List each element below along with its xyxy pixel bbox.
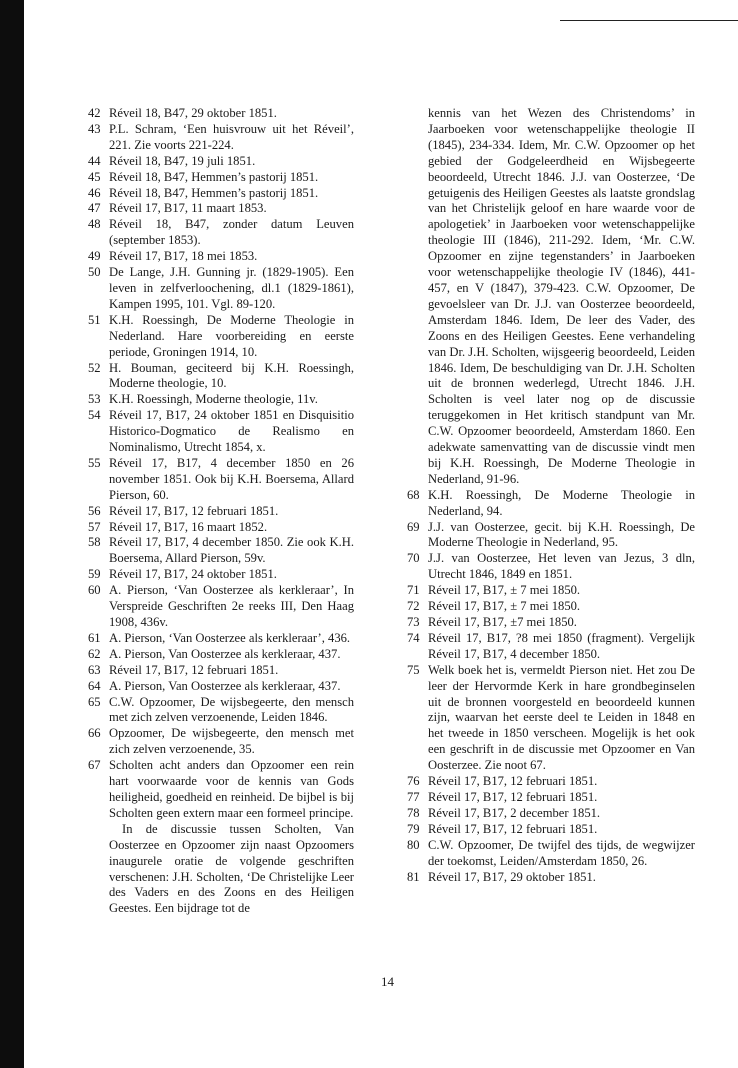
footnote-number: 81 xyxy=(407,869,420,884)
footnote-text: Réveil 18, B47, Hemmen’s pastorij 1851. xyxy=(109,185,319,200)
footnote-number: 48 xyxy=(88,217,101,232)
footnote-69 xyxy=(407,520,695,552)
footnote-62 xyxy=(88,647,354,663)
footnote-number: 57 xyxy=(88,519,101,534)
footnote-53 xyxy=(88,392,354,408)
footnote-number: 43 xyxy=(88,121,101,136)
footnote-number: 50 xyxy=(88,265,101,280)
footnote-number: 53 xyxy=(88,392,101,407)
footnote-number: 47 xyxy=(88,201,101,216)
footnote-44 xyxy=(88,154,354,170)
footnote-text: Réveil 17, B17, 12 februari 1851. xyxy=(428,774,598,789)
footnote-number: 59 xyxy=(88,567,101,582)
footnote-number: 52 xyxy=(88,360,101,375)
footnote-56 xyxy=(88,504,354,520)
footnote-48 xyxy=(88,217,354,249)
footnote-text: A. Pierson, ‘Van Oosterzee als kerkleraar’, In Verspreide Geschriften 2e reeks III, Den Haag 1908, 436v. xyxy=(109,583,354,629)
footnote-text: Opzoomer, De wijsbegeerte, den mensch met zich zelven verzoenende, 35. xyxy=(109,726,354,757)
footnote-number: 69 xyxy=(407,519,420,534)
footnote-number: 46 xyxy=(88,185,101,200)
footnote-text: K.H. Roessingh, Moderne theologie, 11v. xyxy=(109,392,318,407)
footnote-58 xyxy=(88,535,354,567)
footnote-76 xyxy=(407,774,695,790)
note-67-continuation-right: kennis van het Wezen des Christendoms’ in Jaarboeken voor wetenschappelijke theologie II (1845), 234-334. Idem, Mr. C.W. Opzoomer op het gebied der Godgeleerdheid en Wijsbegeerte beoordeeld, Utrecht 1846. J.J. van Oosterzee, ‘De getuigenis des Heiligen Geestes als laatste grondslag van het Christelijk geloof en hare waarde voor de apologetiek’ in Jaarboeken voor wetenschappelijke theologie III (1846), 211-292. Idem, ‘Mr. C.W. Opzoomer en zijne tegenstanders’ in Jaarboeken voor wetenschappelijke theologie IV (1846), 441-457, en V (1847), 379-423. C.W. Opzoomer, De gevoelsleer van Dr. J.J. van Oosterzee beoordeeld, Amsterdam 1846. Idem, De leer des Vader, des Zoons en des Heiligen Geestes. Eene verhandeling van Dr. J.H. Scholten, wijsgeerig beoordeeld, Leiden 1846. Idem, De beschuldiging van Dr. J.H. Scholten uit de bronnen wederlegd, Utrecht 1846. J.H. Scholten is veel later nog op de discussie teruggekomen in Het kritisch standpunt van Mr. C.W. Opzoomer beoordeeld, Amsterdam 1860. Een adekwate samenvatting van de discussie vindt men bij K.H. Roessingh, De Moderne Theologie in Nederland, 91-96. xyxy=(428,106,695,486)
footnote-text: J.J. van Oosterzee, gecit. bij K.H. Roessingh, De Moderne Theologie in Nederland, 95. xyxy=(428,519,695,550)
footnote-number: 49 xyxy=(88,249,101,264)
footnote-text: Réveil 17, B17, 29 oktober 1851. xyxy=(428,869,596,884)
footnote-text: J.J. van Oosterzee, Het leven van Jezus, 3 dln, Utrecht 1846, 1849 en 1851. xyxy=(428,551,695,582)
footnote-number: 71 xyxy=(407,583,420,598)
footnote-78 xyxy=(407,806,695,822)
footnote-text: A. Pierson, ‘Van Oosterzee als kerkleraar’, 436. xyxy=(109,630,351,645)
footnote-number: 79 xyxy=(407,821,420,836)
footnote-text: Réveil 17, B17, 16 maart 1852. xyxy=(109,519,268,534)
footnote-number: 44 xyxy=(88,153,101,168)
scan-binding-edge xyxy=(0,0,24,1068)
footnote-74 xyxy=(407,631,695,663)
footnote-text: Réveil 17, B17, ?8 mei 1850 (fragment). Vergelijk Réveil 17, B17, 4 december 1850. xyxy=(428,630,695,661)
footnote-52 xyxy=(88,361,354,393)
footnote-text: Welk boek het is, vermeldt Pierson niet. Het zou De leer der Hervormde Kerk in hare grondbeginselen uit de bronnen voorgesteld en beoordeeld kunnen zijn, waarvan het eerste deel te Leiden in 1848 en het tweede in 1850 verscheen. Mogelijk is het ook een geschrift in de discussie met Opzoomer en Van Oosterzee. Zie noot 67. xyxy=(428,662,695,773)
footnote-number: 65 xyxy=(88,694,101,709)
footnote-text: Réveil 17, B17, 2 december 1851. xyxy=(428,805,601,820)
footnote-text: K.H. Roessingh, De Moderne Theologie in Nederland, 94. xyxy=(428,487,695,518)
footnote-text: Réveil 18, B47, zonder datum Leuven (september 1853). xyxy=(109,217,354,248)
footnote-text: Réveil 17, B17, 11 maart 1853. xyxy=(109,201,267,216)
footnote-number: 51 xyxy=(88,312,101,327)
footnote-text: C.W. Opzoomer, De wijsbegeerte, den mensch met zich zelven verzoenende, Leiden 1846. xyxy=(109,694,354,725)
footnote-43 xyxy=(88,122,354,154)
footnote-45 xyxy=(88,170,354,186)
footnote-51 xyxy=(88,313,354,361)
footnote-number: 61 xyxy=(88,630,101,645)
footnote-text: Réveil 17, B17, 12 februari 1851. xyxy=(109,662,279,677)
footnote-47 xyxy=(88,201,354,217)
footnote-text: Réveil 17, B17, 4 december 1850. Zie ook K.H. Boersema, Allard Pierson, 59v. xyxy=(109,535,354,566)
left-column xyxy=(88,106,354,917)
footnote-text: H. Bouman, geciteerd bij K.H. Roessingh, Moderne theologie, 10. xyxy=(109,360,354,391)
footnote-number: 80 xyxy=(407,837,420,852)
footnote-57 xyxy=(88,520,354,536)
footnote-text: K.H. Roessingh, De Moderne Theologie in Nederland. Hare voorbereiding en eerste periode, Groningen 1914, 10. xyxy=(109,312,354,359)
footnote-text: Scholten acht anders dan Opzoomer een rein hart voorwaarde voor de kennis van Gods heiligheid, goedheid en reinheid. De bijbel is bij Scholten geen extern maar een formeel principe. xyxy=(109,758,354,820)
footnote-text: Réveil 17, B17, 12 februari 1851. xyxy=(428,789,598,804)
footnote-67 xyxy=(88,758,354,822)
right-notes-list xyxy=(407,488,695,886)
footnote-number: 74 xyxy=(407,630,420,645)
page-number: 14 xyxy=(381,974,394,989)
footnote-text: Réveil 17, B17, 24 oktober 1851. xyxy=(109,567,277,582)
footnote-number: 42 xyxy=(88,106,101,120)
footnote-number: 56 xyxy=(88,503,101,518)
footnote-number: 66 xyxy=(88,726,101,741)
footnote-79 xyxy=(407,822,695,838)
footnote-61 xyxy=(88,631,354,647)
footnote-number: 45 xyxy=(88,169,101,184)
footnote-68 xyxy=(407,488,695,520)
footnote-text: Réveil 17, B17, 12 februari 1851. xyxy=(109,503,279,518)
footnote-text: Réveil 17, B17, 4 december 1850 en 26 november 1851. Ook bij K.H. Boersema, Allard Pierson, 60. xyxy=(109,455,354,502)
footnote-text: Réveil 17, B17, 12 februari 1851. xyxy=(428,821,598,836)
footnote-65 xyxy=(88,695,354,727)
footnote-55 xyxy=(88,456,354,504)
footnote-80 xyxy=(407,838,695,870)
footnote-number: 64 xyxy=(88,678,101,693)
footnote-number: 77 xyxy=(407,789,420,804)
footnote-text: Réveil 18, B47, Hemmen’s pastorij 1851. xyxy=(109,169,319,184)
footnote-71 xyxy=(407,583,695,599)
note-67-continuation: In de discussie tussen Scholten, Van Oosterzee en Opzoomer zijn naast Opzoomers inaugurele oratie de volgende geschriften verschenen: J.H. Scholten, ‘De Christelijke Leer des Vaders en des Zoons en des Heiligen Geestes. Een bijdrage tot de xyxy=(109,821,354,916)
footnote-50 xyxy=(88,265,354,313)
footnote-59 xyxy=(88,567,354,583)
footnote-text: De Lange, J.H. Gunning jr. (1829-1905). Een leven in zelfverloochening, dl.1 (1829-1861), Kampen 1995, 101. Vgl. 89-120. xyxy=(109,265,354,311)
footnote-number: 55 xyxy=(88,455,101,470)
footnote-number: 54 xyxy=(88,408,101,423)
footnote-54 xyxy=(88,408,354,456)
footnote-46 xyxy=(88,186,354,202)
footnote-text: A. Pierson, Van Oosterzee als kerkleraar, 437. xyxy=(109,646,341,661)
footnote-text: P.L. Schram, ‘Een huisvrouw uit het Réveil’, 221. Zie voorts 221-224. xyxy=(109,121,354,152)
footnote-73 xyxy=(407,615,695,631)
footnote-number: 67 xyxy=(88,758,101,773)
footnote-number: 76 xyxy=(407,774,420,789)
footnote-64 xyxy=(88,679,354,695)
footnote-number: 68 xyxy=(407,487,420,502)
footnote-text: C.W. Opzoomer, De twijfel des tijds, de wegwijzer der toekomst, Leiden/Amsterdam 1850, 26. xyxy=(428,837,695,868)
footnote-72 xyxy=(407,599,695,615)
footnote-60 xyxy=(88,583,354,631)
page-edge-line xyxy=(560,20,738,21)
footnote-number: 75 xyxy=(407,662,420,677)
footnote-75 xyxy=(407,663,695,774)
footnote-text: Réveil 17, B17, ±7 mei 1850. xyxy=(428,615,577,629)
footnote-text: Réveil 18, B47, 29 oktober 1851. xyxy=(109,106,277,120)
footnote-text: A. Pierson, Van Oosterzee als kerkleraar, 437. xyxy=(109,678,341,693)
footnote-text: Réveil 17, B17, ± 7 mei 1850. xyxy=(428,599,581,614)
footnote-70 xyxy=(407,551,695,583)
right-column xyxy=(407,106,695,885)
footnote-81 xyxy=(407,870,695,886)
footnote-number: 58 xyxy=(88,535,101,550)
footnote-text: Réveil 17, B17, 24 oktober 1851 en Disquisitio Historico-Dogmatico de Realismo en Nominalismo, Utrecht 1854, x. xyxy=(109,408,354,455)
footnote-number: 60 xyxy=(88,583,101,598)
footnote-text: Réveil 17, B17, ± 7 mei 1850. xyxy=(428,583,581,598)
footnote-number: 63 xyxy=(88,662,101,677)
footnote-number: 78 xyxy=(407,805,420,820)
footnote-number: 72 xyxy=(407,599,420,614)
footnote-77 xyxy=(407,790,695,806)
footnote-number: 70 xyxy=(407,551,420,566)
footnote-63 xyxy=(88,663,354,679)
footnote-text: Réveil 18, B47, 19 juli 1851. xyxy=(109,153,256,168)
footnote-text: Réveil 17, B17, 18 mei 1853. xyxy=(109,249,258,264)
footnote-number: 62 xyxy=(88,646,101,661)
footnote-number: 73 xyxy=(407,615,420,629)
footnote-49 xyxy=(88,249,354,265)
left-notes-list xyxy=(88,106,354,822)
footnote-66 xyxy=(88,726,354,758)
footnote-42 xyxy=(88,106,354,122)
